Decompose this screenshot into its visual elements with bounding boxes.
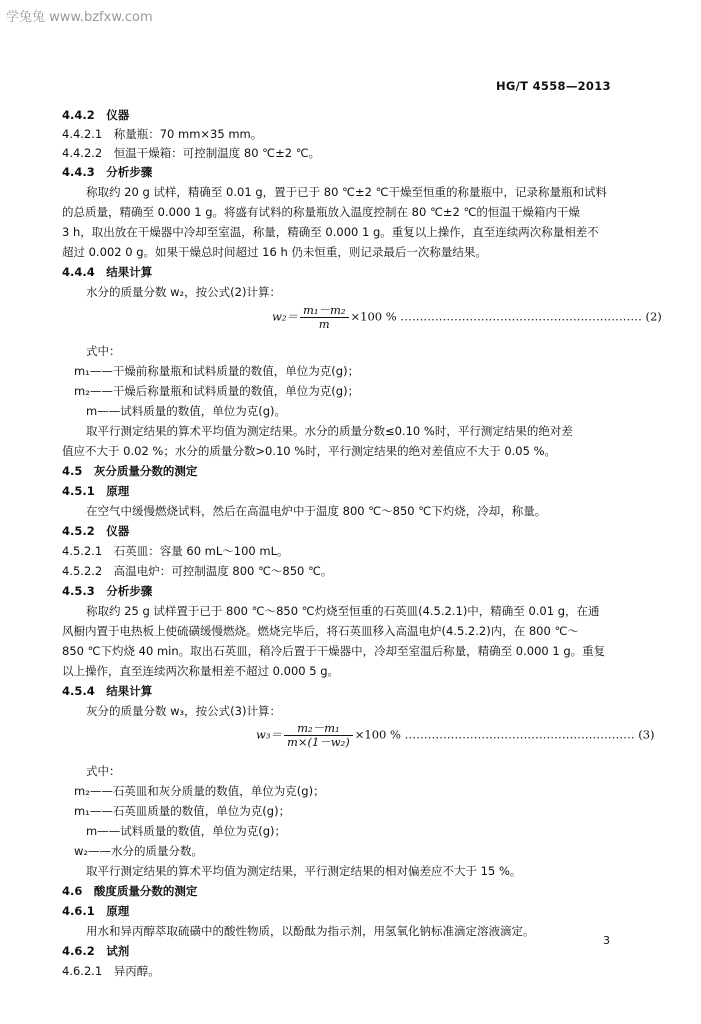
formula-2-rhs: ×100 % ……………………………………………………… (2) <box>350 309 662 324</box>
page-header: HG/T 4558—2013 <box>496 79 611 93</box>
paragraph-line: 超过 0.002 0 g。如果干燥总时间超过 16 h 仍未恒重，则记录最后一次称量结果。 <box>62 245 487 259</box>
formula-2 <box>272 304 662 331</box>
heading-4-6: 4.6 酸度质量分数的测定 <box>62 884 198 898</box>
paragraph-line: 取平行测定结果的算术平均值为测定结果。水分的质量分数≤0.10 %时，平行测定结果的绝对差 <box>86 424 573 438</box>
paragraph-line: 以上操作，直至连续两次称量相差不超过 0.000 5 g。 <box>62 664 340 678</box>
heading-4-4-4: 4.4.4 结果计算 <box>62 265 153 279</box>
heading-4-5: 4.5 灰分质量分数的测定 <box>62 464 198 478</box>
paragraph-line: 风橱内置于电热板上使硫磺缓慢燃烧。燃烧完毕后，将石英皿移入高温电炉(4.5.2.2)内，在 800 ℃～ <box>62 624 579 638</box>
formula-3 <box>256 722 655 749</box>
paragraph-line: 称取约 20 g 试样，精确至 0.01 g，置于已于 80 ℃±2 ℃干燥至恒重的称量瓶中，记录称量瓶和试料 <box>86 185 607 199</box>
formula-3-denominator: m×(1－w₂) <box>286 735 350 749</box>
paragraph-line: 用水和异丙醇萃取硫磺中的酸性物质，以酚酞为指示剂，用氢氧化钠标准滴定溶液滴定。 <box>86 924 535 938</box>
formula-3-lhs: w₃＝ <box>256 727 282 742</box>
definition-line: w₂——水分的质量分数。 <box>74 844 204 858</box>
formula-3-numerator: m₂－m₁ <box>284 722 353 736</box>
heading-4-5-4: 4.5.4 结果计算 <box>62 684 153 698</box>
formula-3-rhs: ×100 % …………………………………………………… (3) <box>354 727 655 742</box>
formula-2-denominator: m <box>318 317 330 331</box>
item-4-5-2-1: 4.5.2.1 石英皿：容量 60 mL～100 mL。 <box>62 544 289 558</box>
item-4-6-2-1: 4.6.2.1 异丙醇。 <box>62 964 160 978</box>
formula-2-fraction <box>300 304 349 331</box>
item-4-5-2-2: 4.5.2.2 高温电炉：可控制温度 800 ℃～850 ℃。 <box>62 564 333 578</box>
item-4-4-2-1: 4.4.2.1 称量瓶：70 mm×35 mm。 <box>62 127 263 141</box>
paragraph-line: 的总质量，精确至 0.000 1 g。将盛有试料的称量瓶放入温度控制在 80 ℃±2 ℃的恒温干燥箱内干燥 <box>62 205 580 219</box>
page-number: 3 <box>603 934 610 947</box>
paragraph-line: 3 h，取出放在干燥器中冷却至室温，称量，精确至 0.000 1 g。重复以上操作，直至连续两次称量相差不 <box>62 225 599 239</box>
definition-line: m₁——石英皿质量的数值，单位为克(g)； <box>74 804 291 818</box>
paragraph-line: 取平行测定结果的算术平均值为测定结果，平行测定结果的相对偏差应不大于 15 %。 <box>86 864 522 878</box>
paragraph-line: 值应不大于 0.02 %；水分的质量分数>0.10 %时，平行测定结果的绝对差值应不大于 0.05 %。 <box>62 444 557 458</box>
shizhong-label: 式中： <box>86 764 121 778</box>
heading-4-5-2: 4.5.2 仪器 <box>62 524 130 538</box>
formula-2-numerator: m₁－m₂ <box>300 304 349 318</box>
definition-line: m——试料质量的数值，单位为克(g)； <box>86 824 286 838</box>
paragraph-line: 称取约 25 g 试样置于已于 800 ℃～850 ℃灼烧至恒重的石英皿(4.5.2.1)中，精确至 0.01 g，在通 <box>86 604 600 618</box>
heading-4-6-1: 4.6.1 原理 <box>62 904 130 918</box>
definition-line: m₂——石英皿和灰分质量的数值，单位为克(g)； <box>74 784 325 798</box>
heading-4-4-2: 4.4.2 仪器 <box>62 108 130 122</box>
paragraph-line: 850 ℃下灼烧 40 min。取出石英皿，稍冷后置于干燥器中，冷却至室温后称量，精确至 0.000 1 g。重复 <box>62 644 606 658</box>
paragraph-line: 在空气中缓慢燃烧试料，然后在高温电炉中于温度 800 ℃～850 ℃下灼烧，冷却，称量。 <box>86 504 547 518</box>
definition-line: m₁——干燥前称量瓶和试料质量的数值，单位为克(g)； <box>74 364 360 378</box>
formula-2-lhs: w₂＝ <box>272 309 298 324</box>
formula-3-fraction <box>284 722 353 749</box>
heading-4-4-3: 4.4.3 分析步骤 <box>62 165 153 179</box>
paragraph-line: 灰分的质量分数 w₃，按公式(3)计算： <box>86 704 281 718</box>
definition-line: m——试料质量的数值，单位为克(g)。 <box>86 404 286 418</box>
paragraph-line: 水分的质量分数 w₂，按公式(2)计算： <box>86 285 281 299</box>
heading-4-6-2: 4.6.2 试剂 <box>62 944 130 958</box>
item-4-4-2-2: 4.4.2.2 恒温干燥箱：可控制温度 80 ℃±2 ℃。 <box>62 146 321 160</box>
watermark: 学兔兔 www.bzfxw.com <box>6 10 153 25</box>
heading-4-5-1: 4.5.1 原理 <box>62 484 130 498</box>
definition-line: m₂——干燥后称量瓶和试料质量的数值，单位为克(g)； <box>74 384 360 398</box>
heading-4-5-3: 4.5.3 分析步骤 <box>62 584 153 598</box>
shizhong-label: 式中： <box>86 344 121 358</box>
